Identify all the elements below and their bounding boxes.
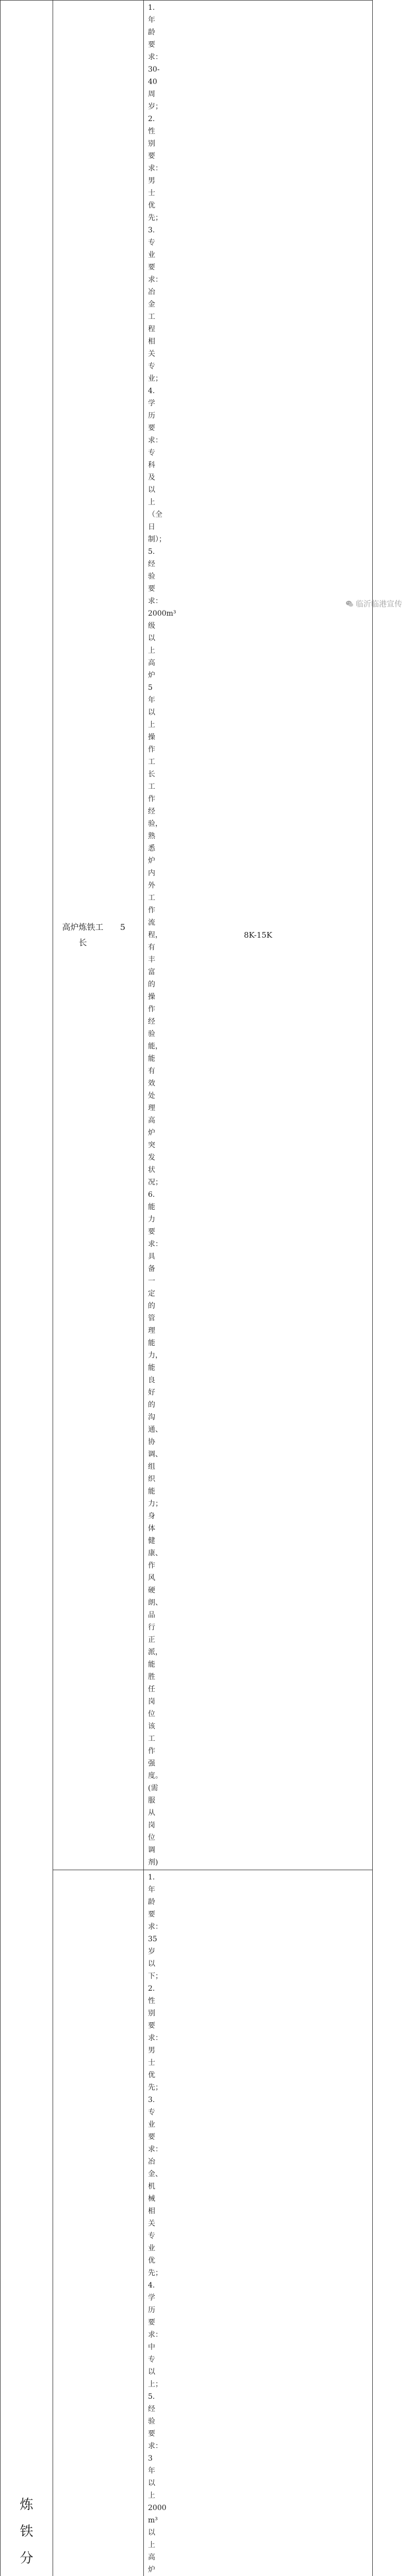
table-row: 炼铁分 高炉炼铁工长 5 1.年龄要求：30-40周岁；2.性别要求：男士优先；3.专业要求：冶金工程相关专业；4.学历要求：专科及以上（全日制）；5.经验要求：2000m³级以上高炉5年以上操作工长工作经验，熟悉炉内外工作流程，有丰富的操作经验能，能有效处理高炉突发状况；6.能力要求：具备一定的管理能力，能良好的沟通、协调、组织能力；身体健康、作风硬朗、品行正派，能胜任岗位该工作强度。(需服从岗位调剂) 8K-15K xyxy=(1,1,413,1870)
department-cell xyxy=(1,1,53,2576)
position-name: 高炉炼铁工长 xyxy=(58,920,107,951)
watermark xyxy=(345,598,402,609)
department-name: 炼铁分 xyxy=(19,2492,35,2576)
wechat-icon xyxy=(345,600,354,608)
salary-cell: 8K-15K xyxy=(144,1,373,1870)
salary-cell xyxy=(144,1870,373,2576)
watermark-text: 临沂临港宣传 xyxy=(356,598,402,609)
table-row: 1.年龄要求：35岁以下；2.性别要求：男士优先；3.专业要求：冶金、机械相关专业优先；4.学历要求：中专以上；5.经验要求：3年以上2000 m³以上高炉 xyxy=(1,1870,413,2576)
position-cell xyxy=(53,1,144,1870)
position-cell xyxy=(53,1870,144,2576)
headcount: 5 xyxy=(107,920,138,951)
